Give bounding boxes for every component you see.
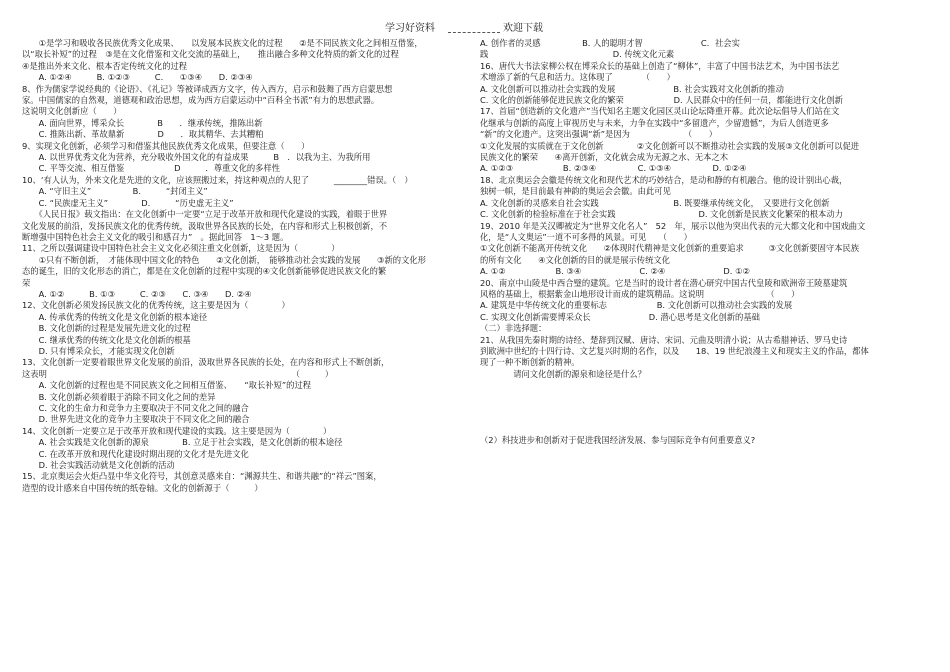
- header-right-text: 欢迎下载: [503, 23, 543, 34]
- text-line: 以“取长补短”的过程 ③是在文化借鉴和文化交流的基础上， 推出融合多种文化特质的新文化的过程: [22, 49, 399, 60]
- text-line: ①只有不断创新， 才能体现中国文化的特色 ②文化创新， 能够推动社会实践的发展 ③新的文化形: [22, 254, 426, 265]
- page-header: [0, 22, 950, 36]
- text-line: 断增强中国特色社会主义文化的吸引和感召力” 。据此回答 1～3 题。: [22, 231, 289, 242]
- text-line: 化继承与创新的高度上审视历史与未来，力争在实践中“多留遗产，少留遗憾”，为后人创造更多: [480, 117, 829, 128]
- text-line: 请问文化创新的源泉和途径是什么？: [480, 368, 646, 379]
- text-line: 践 D. 传统文化元素: [480, 49, 675, 60]
- text-line: 9、实现文化创新，必须学习和借鉴其他民族优秀文化成果，但要注意（ ）: [22, 140, 310, 151]
- text-line: A. 创作者的灵感 B. 人的聪明才智 C．社会实: [480, 38, 740, 48]
- text-line: 现了一种不断创新的精神。: [480, 357, 580, 368]
- text-line: 民族文化的繁荣 ④离开创新，文化就会成为无源之水、无本之木: [480, 152, 729, 163]
- text-line: 造型的设计感来自中国传统的纸卷轴。文化的创新源于（ ）: [22, 482, 263, 493]
- text-line: 《人民日报》载文指出：在文化创新中一定要“立足于改革开放和现代化建设的实践，着眼于世界: [22, 209, 388, 220]
- header-left-text: 学习好资料: [385, 23, 435, 34]
- text-line: A. 建筑是中华传统文化的重要标志 B. 文化创新可以推动社会实践的发展: [480, 300, 793, 311]
- text-line: 文化发展的前沿，发扬民族文化的优秀传统，汲取世界各民族的长处，在内容和形式上积极创新，不: [22, 220, 388, 231]
- right-column: [480, 38, 930, 447]
- text-line: 15、北京奥运会火炬凸显中华文化符号，其创意灵感来自：“渊源共生、和谐共融”的“祥云”图案，: [22, 471, 382, 482]
- text-line: C. 推陈出新、革故鼎新 D ．取其精华、去其糟粕: [22, 129, 264, 140]
- text-line: B. 文化创新必须着眼于消除不同文化之间的差异: [22, 391, 216, 402]
- text-line: （2）科技进步和创新对于促进我国经济发展、参与国际竞争有何重要意义?: [480, 435, 756, 446]
- text-line: ④是推出外来文化、根本否定传统文化的过程: [22, 60, 188, 71]
- text-line: A. ①②③ B. ②③④ C. ①③④ D. ①②④: [480, 163, 747, 174]
- text-line: ①文化创新不能离开传统文化 ②体现时代精神是文化创新的重要追求 ③文化创新要固守本民族: [480, 243, 860, 254]
- text-line: B. 文化创新的过程是发展先进文化的过程: [22, 323, 191, 334]
- text-line: C. 实现文化创新需要博采众长 D. 潜心思考是文化创新的基础: [480, 311, 760, 322]
- text-line: 独树一帜，是目前最有神韵的奥运会会徽。由此可见: [480, 186, 671, 197]
- text-line: 10、‘有人认为，外来文化是先进的文化，应该照搬过来，持这种观点的人犯了 ________错误。（ ）: [22, 174, 413, 185]
- text-line: 21、从我国先秦时期的诗经、楚辞到汉赋、唐诗、宋词、元曲及明清小说；从古希腊神话、罗马史诗: [480, 334, 848, 345]
- text-line: 风格的基础上，根据紫金山地形设计而成的建筑精品。这说明 （ ）: [480, 288, 800, 299]
- text-line: A. 传承优秀的传统文化是文化创新的根本途径: [22, 311, 208, 322]
- text-line: C. 继承优秀的传统文化是文化创新的根基: [22, 334, 191, 345]
- text-line: C. 文化的生命力和竞争力主要取决于不同文化之间的融合: [22, 403, 249, 413]
- left-column: [22, 38, 466, 494]
- text-line: A. 以世界优秀文化为营养，充分吸收外国文化的有益成果 B ．以我为主、为我所用: [22, 152, 371, 163]
- text-line: D. 社会实践活动就是文化创新的活动: [22, 460, 175, 471]
- text-line: 18、北京奥运会会徽是传统文化和现代艺术的巧妙结合，是动和静的有机融合。他的设计别出心裁，: [480, 174, 848, 185]
- text-line: A. 社会实践是文化创新的源泉 B. 立足于社会实践，是文化创新的根本途径: [22, 437, 343, 448]
- text-line: 的所有文化 ④文化创新的目的就是展示传统文化: [480, 254, 670, 265]
- text-line: A. “守旧主义” B. “封闭主义”: [22, 186, 208, 197]
- text-line: 16、唐代大书法家柳公权在博采众长的基础上创造了“柳体”，丰富了中国书法艺术，为中国书法艺: [480, 60, 840, 71]
- text-line: C. 文化创新的检验标准在于社会实践 D. 文化创新是民族文化繁荣的根本动力: [480, 209, 843, 220]
- text-line: D. 只有博采众长，才能实现文化创新: [22, 345, 175, 356]
- text-line: A. 面向世界，博采众长 B ．继承传统，推陈出新: [22, 117, 263, 128]
- text-line: C. 文化的创新能够促进民族文化的繁荣 D. 人民群众中的任何一员，都能进行文化创新: [480, 95, 843, 106]
- text-line: 家。中国儒家的自然观，道德观和政治思想，成为西方启蒙运动中“百科全书派”有力的思想武器。: [22, 95, 380, 106]
- text-line: 这说明文化创新应（ ）: [22, 106, 122, 117]
- text-line: 态的诞生，旧的文化形态的消亡，都是在文化创新的过程中实现的④文化创新能够促进民族文化的繁: [22, 266, 387, 277]
- text-line: 到欧洲中世纪的十四行诗、文艺复兴时期的名作，以及 18、19 世纪浪漫主义和现实主义的作品，都体: [480, 345, 869, 356]
- text-line: 荣: [22, 277, 31, 288]
- text-line: 17、首届“创造新的文化遗产”当代知名主题文化园区灵山论坛降重开幕。此次论坛倡导人们站在文: [480, 106, 840, 117]
- text-line: 12、文化创新必须发扬民族文化的优秀传统，这主要是因为（ ）: [22, 300, 290, 311]
- text-line: A. 文化创新可以推动社会实践的发展 B. 社会实践对文化创新的推动: [480, 83, 784, 94]
- text-line: 化，是“人文奥运”一道不可多得的风景。可见 （ ）: [480, 231, 692, 242]
- text-line: A. ①② B. ③④ C. ②④ D. ①②: [480, 266, 750, 277]
- text-line: 11、之所以强调建设中国特色社会主义文化必须注重文化创新，这是因为（ ）: [22, 243, 340, 254]
- text-line: 术增添了新的气息和活力。这体现了 （ ）: [480, 72, 675, 83]
- text-line: D. 世界先进文化的竞争力主要取决于不同文化之间的融合: [22, 414, 250, 425]
- text-line: 19、2010 年是关汉卿被定为“世界文化名人” 52 年，展示以他为突出代表的元大都文化和中国戏曲文: [480, 220, 866, 231]
- text-line: ①文化发展的实质就在于文化创新 ②文化创新可以不断推动社会实践的发展③文化创新可以促进: [480, 140, 860, 151]
- right-column-subquestion: [480, 435, 930, 446]
- text-line: A. 文化创新的灵感来自社会实践 B. 既要继承传统文化， 又要进行文化创新: [480, 197, 830, 208]
- answer-space: [480, 380, 930, 435]
- text-line: ①是学习和吸收各民族优秀文化成果、 以发展本民族文化的过程 ②是不同民族文化之间相互借鉴，: [22, 38, 423, 48]
- text-line: C. 在改革开放和现代化建设时期出现的文化才是先进文化: [22, 448, 249, 459]
- text-line: C. “民族虚无主义” D. “历史虚无主义”: [22, 197, 234, 208]
- text-line: A. ①② B. ①③ C. ②③ C. ③④ D. ②④: [22, 288, 252, 299]
- text-line: A. ①②④ B. ①②③ C. ①③④ D. ②③④: [22, 72, 253, 83]
- text-line: 13、文化创新一定要着眼世界文化发展的前沿，汲取世界各民族的长处，在内容和形式上不断创新，: [22, 357, 390, 368]
- header-divider: [448, 32, 500, 33]
- text-line: A. 文化创新的过程也是不同民族文化之间相互借鉴、 “取长补短”的过程: [22, 380, 312, 391]
- text-line: 20、南京中山陵是中西合璧的建筑。它是当时的设计者在潜心研究中国古代皇陵和欧洲帝王陵墓建筑: [480, 277, 848, 288]
- text-line: 14、文化创新一定要立足于改革开放和现代建设的实践。这主要是因为（ ）: [22, 425, 332, 436]
- text-line: C. 平等交流、相互借鉴 D ．尊重文化的多样性: [22, 163, 281, 174]
- text-line: 8、作为儒家学说经典的《论语》、《礼记》等被译成西方文字，传入西方，启示和鼓舞了西方启蒙思想: [22, 83, 393, 94]
- text-line: （二）非选择题：: [480, 323, 547, 334]
- text-line: 这表明 （ ）: [22, 368, 334, 379]
- text-line: “新”的文化遗产。这突出强调“新”是因为 （ ）: [480, 129, 718, 140]
- right-column-questions: [480, 38, 930, 380]
